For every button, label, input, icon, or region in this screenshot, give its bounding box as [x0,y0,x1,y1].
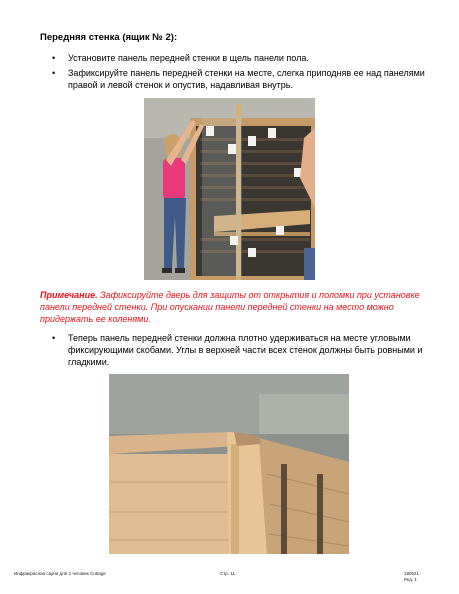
installation-photo [144,98,315,280]
footer-doc-code: 180521 [404,571,420,576]
installation-photo-illustration [144,98,315,280]
instruction-list [52,52,432,94]
bullet-icon: • [52,53,56,63]
note-lead: Примечание. [40,290,98,300]
bullet-icon: • [52,333,56,343]
footer-revision [404,571,419,583]
list-item-text: Зафиксируйте панель передней стенки на месте, слегка приподняв ее над панелями правой и левой стенок и опустив, надавливая внутрь. [68,67,425,90]
footer-revision-label: Ред. 1 [404,577,417,582]
list-item-text: Установите панель передней стенки в щель панели пола. [68,53,309,63]
instruction-list-2 [52,332,432,368]
section-heading: Передняя стенка (ящик № 2): [40,32,178,43]
list-item [52,67,432,92]
footer-page-number: Стр. 11 [220,571,235,576]
list-item [52,52,432,65]
corner-closeup-illustration [109,374,349,554]
note-paragraph [40,289,425,325]
list-item [52,332,432,368]
note-text: Зафиксируйте дверь для защиты от открытия и поломки при установке панели передней стенки. При опускании панели передней стенки на место можно придержать ее коленями. [40,290,420,324]
footer-title: Инфракрасная сауна для 2 человек Cottage [14,571,106,576]
bullet-icon: • [52,67,56,78]
list-item-text: Теперь панель передней стенки должна плотно удерживаться на месте угловыми фиксирующими скобами. Углы в верхней части всех стенок должны быть ровными и гладкими. [68,333,423,367]
corner-closeup-photo [109,374,349,554]
